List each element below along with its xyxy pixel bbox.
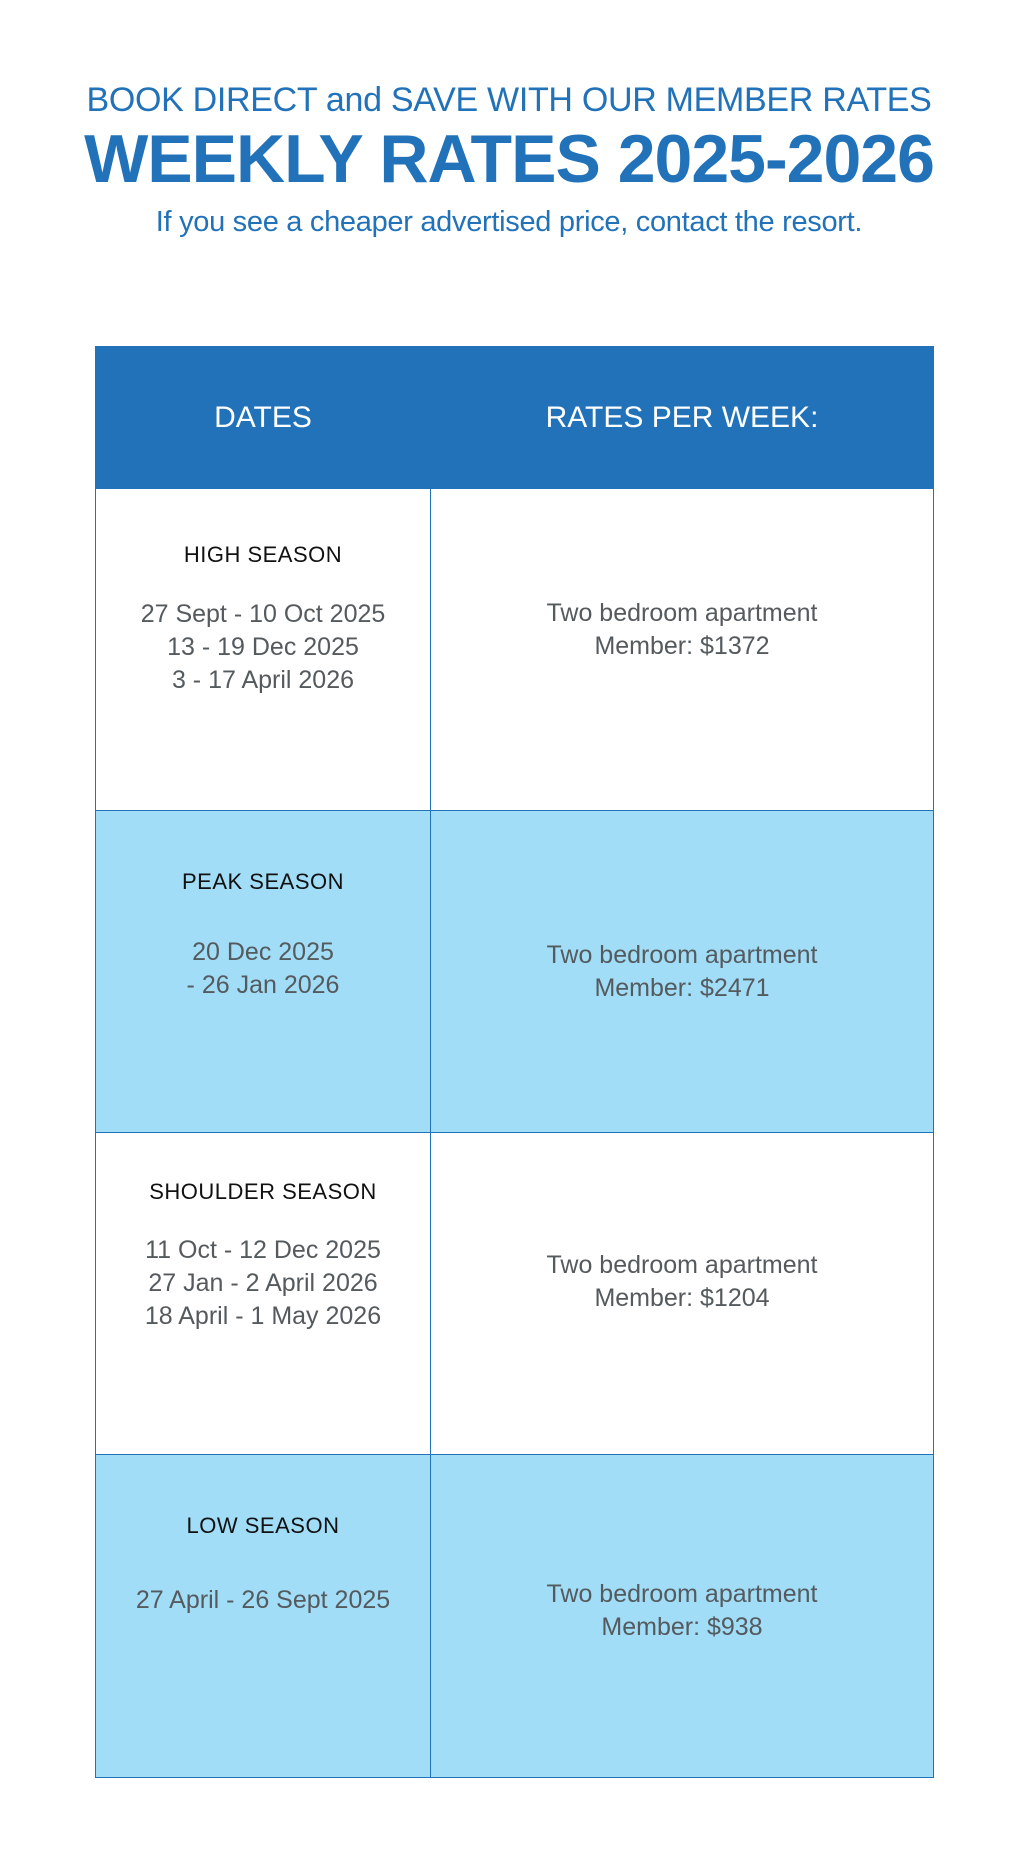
- season-name: LOW SEASON: [186, 1513, 340, 1538]
- rate-cell: [431, 489, 934, 811]
- dates-cell: [96, 489, 431, 811]
- date-range: 20 Dec 2025: [192, 938, 334, 966]
- date-range: 18 April - 1 May 2026: [144, 1302, 382, 1330]
- table-row: [96, 489, 934, 811]
- date-range: 27 Jan - 2 April 2026: [148, 1269, 378, 1297]
- dates-cell: [96, 811, 431, 1133]
- member-rates-tagline: BOOK DIRECT and SAVE WITH OUR MEMBER RATES: [86, 81, 932, 119]
- member-rate: Member: $1372: [594, 631, 770, 660]
- price-match-note: If you see a cheaper advertised price, contact the resort.: [155, 206, 863, 238]
- date-range: 3 - 17 April 2026: [171, 666, 355, 694]
- rate-cell: [431, 1455, 934, 1778]
- room-type: Two bedroom apartment: [546, 1580, 818, 1608]
- season-name: PEAK SEASON: [181, 869, 344, 894]
- date-range: 27 April - 26 Sept 2025: [135, 1586, 391, 1614]
- rates-column-header: RATES PER WEEK:: [431, 347, 934, 489]
- season-name: HIGH SEASON: [183, 542, 343, 567]
- rate-cell: [431, 1133, 934, 1455]
- rate-cell: [431, 811, 934, 1133]
- table-row: [96, 1455, 934, 1778]
- dates-cell: [96, 1455, 431, 1778]
- season-name: SHOULDER SEASON: [149, 1179, 377, 1204]
- date-range: 13 - 19 Dec 2025: [167, 633, 359, 661]
- rates-table: [95, 346, 934, 1778]
- dates-cell: [96, 1133, 431, 1455]
- member-rate: Member: $938: [601, 1613, 763, 1641]
- room-type: Two bedroom apartment: [546, 940, 818, 969]
- table-row: [96, 1133, 934, 1455]
- date-range: 11 Oct - 12 Dec 2025: [145, 1236, 381, 1264]
- dates-column-header: DATES: [96, 347, 431, 489]
- date-range: 27 Sept - 10 Oct 2025: [140, 600, 386, 628]
- member-rate: Member: $1204: [594, 1283, 770, 1312]
- date-range: - 26 Jan 2026: [186, 971, 340, 999]
- member-rate: Member: $2471: [594, 973, 770, 1002]
- page-title: WEEKLY RATES 2025-2026: [84, 121, 934, 197]
- table-header-row: [96, 347, 934, 489]
- table-row: [96, 811, 934, 1133]
- room-type: Two bedroom apartment: [546, 598, 818, 627]
- room-type: Two bedroom apartment: [546, 1250, 818, 1279]
